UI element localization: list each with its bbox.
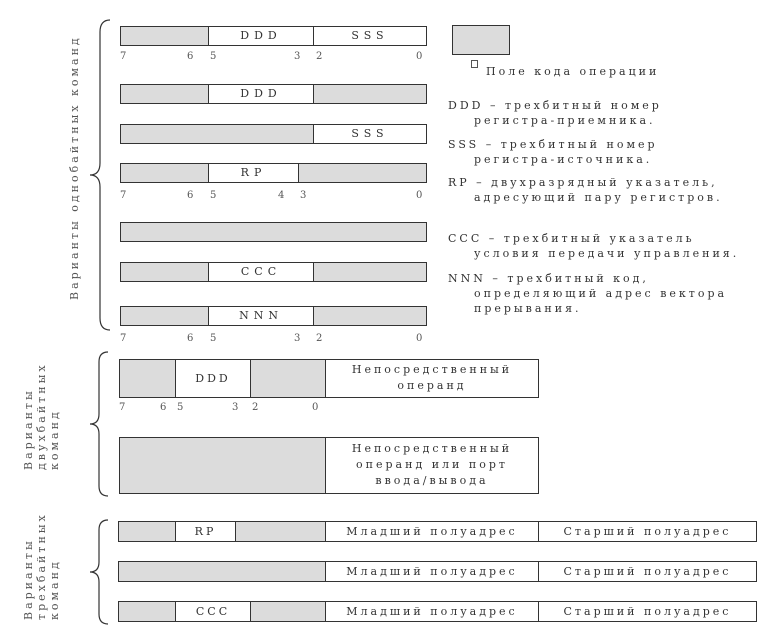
opcode-field [121, 164, 209, 182]
low-address: Младший полуадрес [326, 562, 539, 581]
bit-numbers-2: 7 6 5 4 3 0 [120, 190, 423, 201]
opcode-field [121, 85, 209, 103]
bit-numbers-3: 7 6 5 3 2 0 [120, 333, 423, 344]
instr-two-byte-opcode [119, 437, 539, 494]
low-address: Младший полуадрес [326, 602, 539, 621]
instr-three-byte-rp [118, 521, 757, 542]
instr-row-opcode [120, 222, 427, 242]
sss-field: SSS [314, 125, 426, 143]
brace-one-byte [88, 18, 118, 332]
legend-opcode: Поле кода операции [486, 65, 660, 78]
ccc-field: CCC [176, 602, 251, 621]
instr-row-ddd-sss [120, 26, 427, 46]
rp-field: RP [176, 522, 236, 541]
bit-numbers-1: 7 6 5 3 2 0 [120, 51, 423, 62]
nnn-field: NNN [209, 307, 314, 325]
instr-row-rp [120, 163, 427, 183]
opcode-field [236, 522, 326, 541]
opcode-field [121, 27, 209, 45]
sss-field: SSS [314, 27, 426, 45]
rp-field: RP [209, 164, 299, 182]
legend-nnn: NNN – трехбитный код, определяющий адрес вектора прерывания. [448, 272, 728, 315]
instr-three-byte-ccc [118, 601, 757, 622]
opcode-field [120, 360, 176, 397]
ddd-field: DDD [176, 360, 251, 397]
instr-row-sss [120, 124, 427, 144]
group-label-one-byte: Варианты однобайтных команд [68, 35, 81, 300]
high-address: Старший полуадрес [539, 522, 756, 541]
ccc-field: CCC [209, 263, 314, 281]
opcode-field [251, 360, 326, 397]
opcode-field [121, 263, 209, 281]
opcode-field [120, 438, 326, 493]
opcode-field [119, 522, 176, 541]
legend-marker [471, 60, 478, 68]
ddd-field: DDD [209, 85, 314, 103]
group-label-two-byte: Варианты двухбайтных команд [22, 362, 61, 470]
opcode-field [314, 263, 426, 281]
high-address: Старший полуадрес [539, 562, 756, 581]
opcode-field [121, 307, 209, 325]
instr-three-byte-opcode [118, 561, 757, 582]
ddd-field: DDD [209, 27, 314, 45]
opcode-field [119, 562, 326, 581]
instr-row-nnn [120, 306, 427, 326]
legend-ccc: CCC – трехбитный указатель условия передачи управления. [448, 232, 740, 260]
instr-row-ccc [120, 262, 427, 282]
opcode-field [314, 307, 426, 325]
legend-rp: RP – двухразрядный указатель, адресующий пару регистров. [448, 176, 723, 204]
opcode-legend-swatch [452, 25, 510, 55]
opcode-field [121, 125, 314, 143]
bit-numbers-4: 7 6 5 3 2 0 [119, 402, 319, 413]
immediate-operand-port: Непосредственный операнд или порт ввода/вывода [326, 438, 538, 493]
instr-two-byte-ddd [119, 359, 539, 398]
opcode-field [314, 85, 426, 103]
group-label-three-byte: Варианты трехбайтных команд [22, 512, 61, 620]
immediate-operand: Непосредственный операнд [326, 360, 538, 397]
legend-ddd: DDD – трехбитный номер регистра-приемника. [448, 99, 662, 127]
opcode-field [251, 602, 326, 621]
brace-three-byte [88, 518, 114, 626]
opcode-field [299, 164, 426, 182]
legend-sss: SSS – трехбитный номер регистра-источника. [448, 138, 658, 166]
instr-row-ddd [120, 84, 427, 104]
brace-two-byte [88, 350, 114, 498]
low-address: Младший полуадрес [326, 522, 539, 541]
high-address: Старший полуадрес [539, 602, 756, 621]
opcode-field [119, 602, 176, 621]
